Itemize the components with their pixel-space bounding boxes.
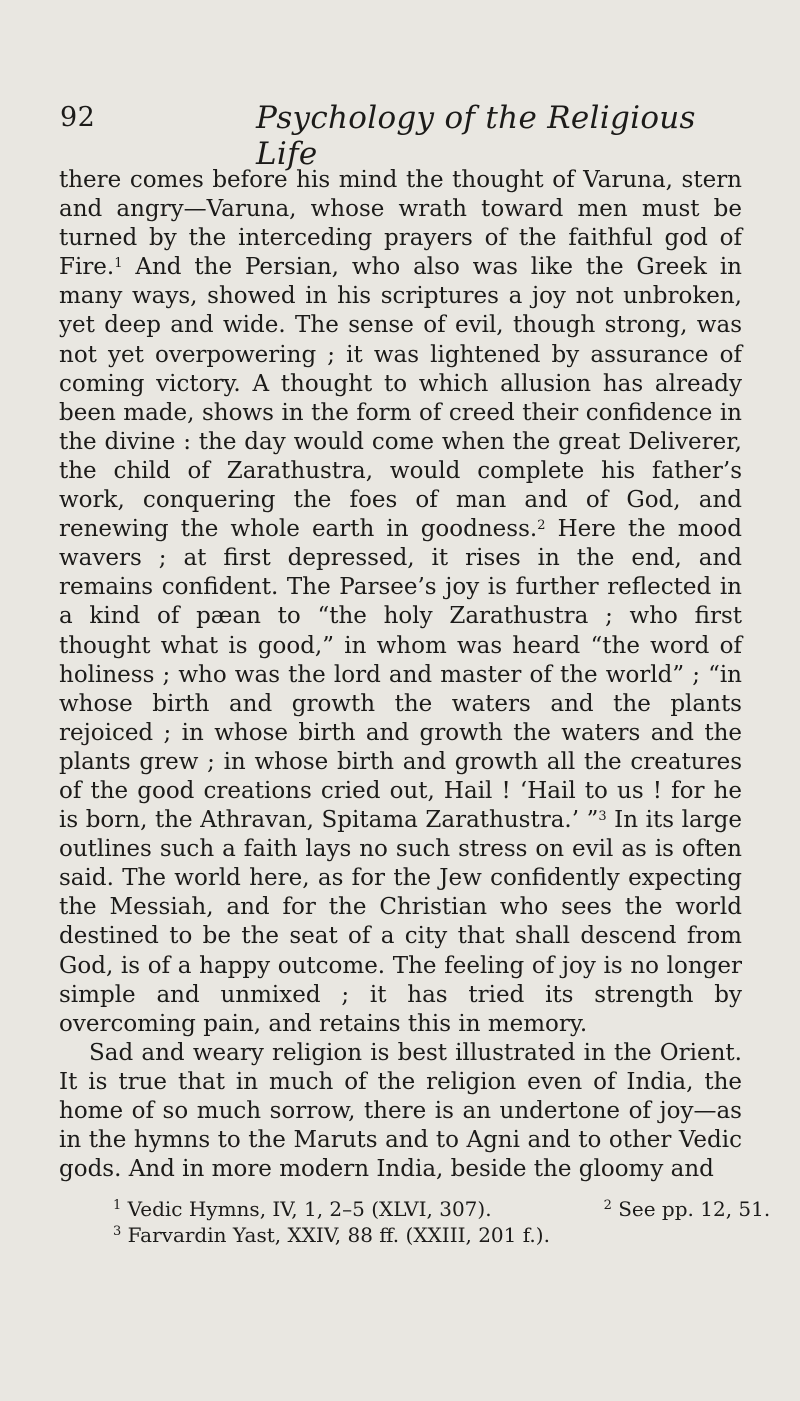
footnote-2 <box>604 1197 771 1221</box>
footnote-2-mark: 2 <box>603 1197 612 1213</box>
footnote-1-text: Vedic Hymns, IV, 1, 2–5 (XLVI, 307). <box>121 1197 492 1221</box>
footnote-3-text: Farvardin Yast, XXIV, 88 ff. (XXIII, 201 f.). <box>121 1223 550 1247</box>
paragraph-2: Sad and weary religion is best illustrated in the Orient. It is true that in much of the religion even of India, the home of so much sorrow, there is an undertone of joy—as in the hymns to the Maruts and to Agni and to other Vedic gods. And in more modern India, beside the gloomy and <box>59 1039 742 1183</box>
footnote-ref-2: 2 <box>537 517 546 533</box>
footnote-ref-1: 1 <box>114 256 123 272</box>
footnotes <box>59 1196 771 1248</box>
paragraph-1-part-b: And the Persian, who also was like the Greek in many ways, showed in his scriptures a joy not unbroken, yet deep and wide. The sense of evil, though strong, was not yet overpowering ; it was lightened by assurance of coming victory. A thought to which allusion has already been made, shows in the form of creed their confidence in the divine : the day would come when the great Deliverer, the child of Zarathustra, would complete his father’s work, conquering the foes of man and of God, and renewing the whole earth in goodness. <box>59 254 742 543</box>
paragraph-1 <box>59 166 742 1039</box>
footnote-ref-3: 3 <box>598 808 607 824</box>
footnote-1-mark: 1 <box>113 1197 122 1213</box>
footnote-2-text: See pp. 12, 51. <box>611 1197 771 1221</box>
footnote-line-2 <box>59 1222 759 1248</box>
footnote-3-mark: 3 <box>113 1223 122 1239</box>
paragraph-1-part-d: In its large outlines such a faith lays no such stress on evil as is often said. The world here, as for the Jew confidently expecting the Messiah, and for the Christian who sees the world destined to be the seat of a city that shall descend from God, is of a happy outcome. The feeling of joy is no longer simple and unmixed ; it has tried its strength by overcoming pain, and retains this in memory. <box>59 807 742 1037</box>
page-header <box>60 100 750 172</box>
paragraph-1-part-c: Here the mood wavers ; at first depressed, it rises in the end, and remains confident. The Parsee’s joy is further reflected in a kind of pæan to “the holy Zarathustra ; who first thought what is good,” in whom was heard “the word of holiness ; who was the lord and master of the world” ; “in whose birth and growth the waters and the plants rejoiced ; in whose birth and growth the waters and the plants grew ; in whose birth and growth all the creatures of the good creations cried out, Hail ! ‘Hail to us ! for he is born, the Athravan, Spitama Zarathustra.’ ” <box>59 516 743 834</box>
body-text <box>59 166 742 1184</box>
page-number: 92 <box>60 102 96 133</box>
running-title: Psychology of the Religious Life <box>256 100 696 172</box>
paragraph-1-part-a: there comes before his mind the thought of Varuna, stern and angry—Varuna, whose wrath toward men must be turned by the interceding prayers of the faithful god of Fire. <box>59 167 742 281</box>
footnote-line-1 <box>59 1196 771 1222</box>
